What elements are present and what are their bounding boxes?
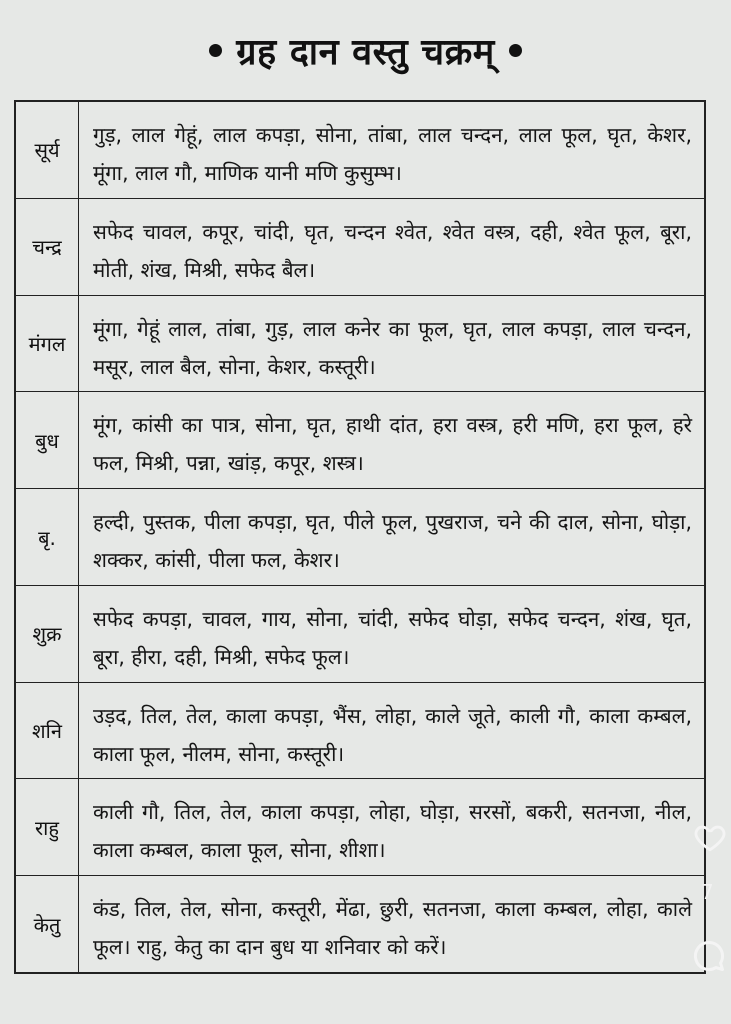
page-header: [0, 22, 731, 78]
planet-cell: चन्द्र: [16, 199, 79, 295]
table-row-rahu: [16, 779, 704, 876]
items-cell: सफेद चावल, कपूर, चांदी, घृत, चन्दन श्वेत, श्वेत वस्त्र, दही, श्वेत फूल, बूरा, मोती, शंख, मिश्री, सफेद बैल।: [93, 219, 692, 282]
items-cell: हल्दी, पुस्तक, पीला कपड़ा, घृत, पीले फूल, पुखराज, चने की दाल, सोना, घोड़ा, शक्कर, कांसी, पीला फल, केशर।: [93, 510, 692, 573]
table-row-brihaspati: [16, 489, 704, 586]
items-cell: मूंग, कांसी का पात्र, सोना, घृत, हाथी दांत, हरा वस्त्र, हरी मणि, हरा फूल, हरे फल, मिश्री, पन्ना, खांड़, कपूर, शस्त्र।: [93, 413, 692, 476]
table-row-mangal: [16, 296, 704, 393]
table-row-shukra: [16, 586, 704, 683]
table-row-shani: [16, 683, 704, 780]
planet-cell: शुक्र: [16, 586, 79, 682]
page-title: ग्रह दान वस्तु चक्रम्: [236, 31, 495, 73]
heart-icon[interactable]: [693, 820, 727, 854]
items-cell: मूंगा, गेहूं लाल, तांबा, गुड़, लाल कनेर का फूल, घृत, लाल कपड़ा, लाल चन्दन, मसूर, लाल बैल, सोना, केशर, कस्तूरी।: [93, 316, 692, 379]
table-row-budh: [16, 392, 704, 489]
planet-cell: बुध: [16, 392, 79, 488]
items-cell: उड़द, तिल, तेल, काला कपड़ा, भैंस, लोहा, काले जूते, काली गौ, काला कम्बल, काला फूल, नीलम, सोना, कस्तूरी।: [93, 703, 692, 766]
items-cell: कंड, तिल, तेल, सोना, कस्तूरी, मेंढा, छुरी, सतनजा, काला कम्बल, लोहा, काले फूल। राहु, केतु का दान बुध या शनिवार को करें।: [93, 897, 692, 960]
comment-icon[interactable]: [691, 938, 727, 974]
bullet-right: [509, 44, 522, 57]
table-row-chandra: [16, 199, 704, 296]
planet-cell: सूर्य: [16, 102, 79, 198]
table-row-surya: [16, 102, 704, 199]
items-cell: काली गौ, तिल, तेल, काला कपड़ा, लोहा, घोड़ा, सरसों, बकरी, सतनजा, नील, काला कम्बल, काला फूल, सोना, शीशा।: [93, 800, 692, 863]
planet-cell: बृ.: [16, 489, 79, 585]
like-count: 7: [701, 880, 714, 904]
items-cell: गुड़, लाल गेहूं, लाल कपड़ा, सोना, तांबा, लाल चन्दन, लाल फूल, घृत, केशर, मूंगा, लाल गौ, माणिक यानी मणि कुसुम्भ।: [93, 123, 692, 185]
planet-cell: शनि: [16, 683, 79, 779]
bullet-left: [209, 44, 222, 57]
table-row-ketu: [16, 876, 704, 972]
social-overlay: [683, 820, 729, 1000]
items-cell: सफेद कपड़ा, चावल, गाय, सोना, चांदी, सफेद घोड़ा, सफेद चन्दन, शंख, घृत, बूरा, हीरा, दही, मिश्री, सफेद फूल।: [93, 606, 692, 669]
planet-cell: राहु: [16, 779, 79, 875]
planet-cell: केतु: [16, 876, 79, 972]
donation-table: [14, 100, 706, 974]
planet-cell: मंगल: [16, 296, 79, 392]
